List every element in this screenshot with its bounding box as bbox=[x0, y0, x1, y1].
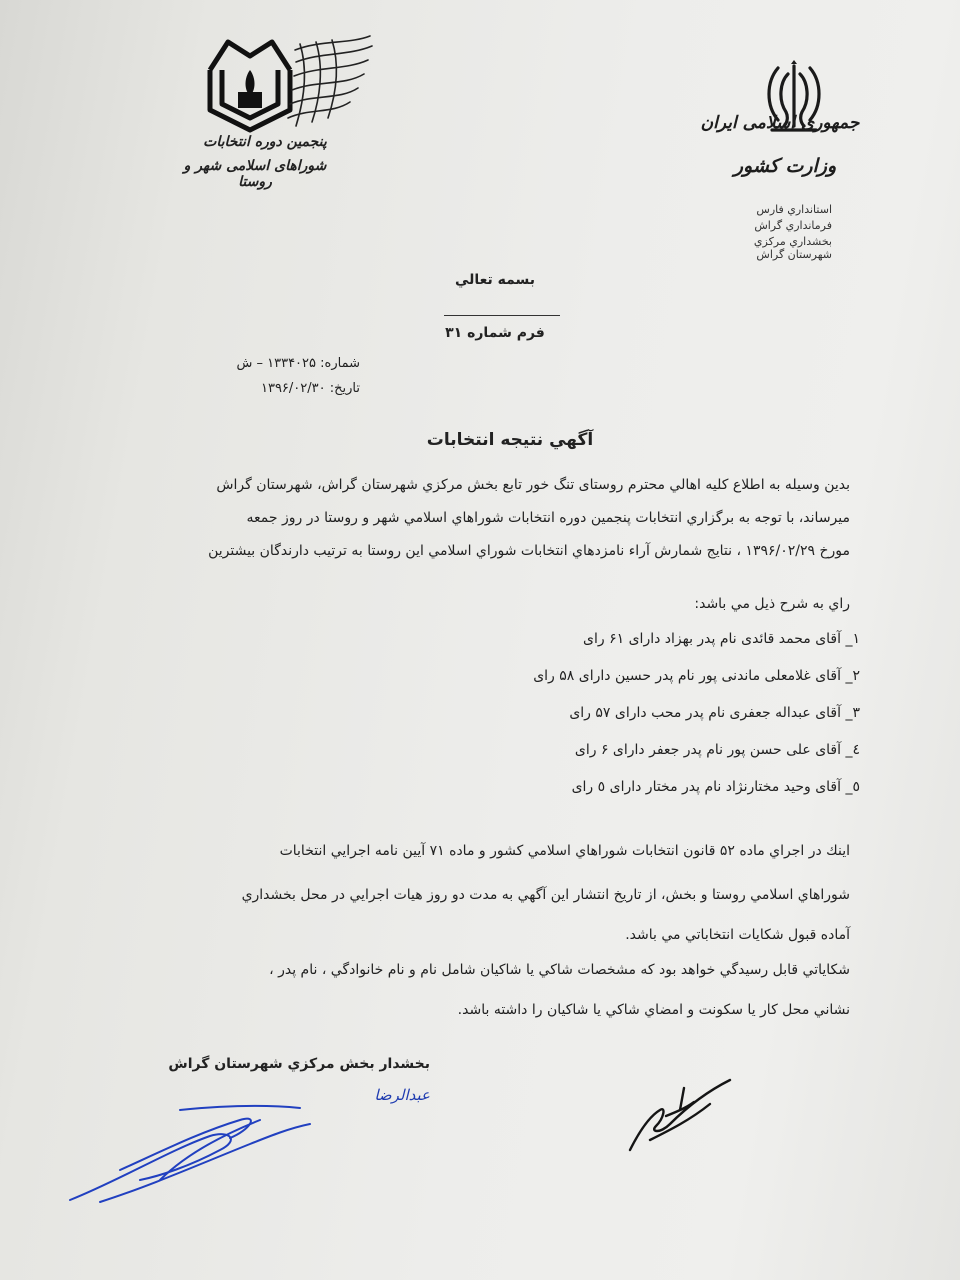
letter-date: تاریخ: ۱۳۹۶/۰۲/۳۰ bbox=[260, 381, 360, 396]
republic-title: جمهوری اسلامی ایران bbox=[700, 113, 860, 133]
signature-script: عبدالرضا bbox=[374, 1086, 430, 1104]
office-line: فرمانداري گراش bbox=[754, 219, 832, 232]
signer-title: بخشدار بخش مركزي شهرستان گراش bbox=[168, 1056, 430, 1072]
bismillah: بسمه تعالي bbox=[454, 272, 536, 288]
election-logo-icon bbox=[200, 30, 380, 150]
election-councils-title: شوراهای اسلامی شهر و روستا bbox=[183, 158, 327, 190]
paragraph-line: بدین وسیله به اطلاع كليه اهالي محترم روستای تنگ خور تابع بخش مركزي شهرستان گراش، شهرستان گراش bbox=[216, 477, 850, 493]
result-item: ۱_ آقای محمد قائدی نام پدر بهزاد دارای ۶۱ رای bbox=[583, 631, 860, 647]
office-line: بخشداري مركزي bbox=[753, 235, 832, 248]
letter-number: شماره: ۱۳۳۴۰۲۵ – ش bbox=[236, 356, 360, 371]
paragraph-line: ميرساند، با توجه به برگزاري انتخابات پنجمين دوره انتخابات شوراهاي اسلامي شهر و روستا در روز جمعه bbox=[246, 510, 850, 526]
paragraph-line: شكاياتي قابل رسيدگي خواهد بود كه مشخصات شاكي يا شاكيان شامل نام و نام خانوادگي ، نام پدر ، bbox=[269, 962, 850, 978]
paragraph-line: مورخ ۱۳۹۶/۰۲/۲۹ ، نتايج شمارش آراء نامزدهاي انتخابات شوراي اسلامي اين روستا به ترتيب دارندگان بيشترين bbox=[208, 543, 850, 559]
office-line: استانداري فارس bbox=[756, 203, 832, 216]
divider-line bbox=[444, 315, 560, 316]
paragraph-line: نشاني محل كار يا سكونت و امضاي شاكي يا شاكيان را داشته باشد. bbox=[457, 1002, 850, 1018]
result-item: ۲_ آقای غلامعلی ماندنی پور نام پدر حسین دارای ۵۸ رای bbox=[533, 668, 860, 684]
paragraph-line: راي به شرح ذيل مي باشد: bbox=[694, 596, 850, 612]
signature-black-icon bbox=[620, 1060, 750, 1160]
form-number: فرم شماره ۳۱ bbox=[445, 325, 545, 341]
election-period-title: پنجمین دوره انتخابات bbox=[203, 134, 327, 150]
result-item: ۳_ آقای عبداله جعفری نام پدر محب دارای ۵۷ رای bbox=[569, 705, 860, 721]
paragraph-line: آماده قبول شكايات انتخاباتي مي باشد. bbox=[625, 927, 850, 943]
ministry-title: وزارت کشور bbox=[733, 155, 837, 177]
office-line: شهرستان گراش bbox=[756, 248, 832, 261]
paragraph-line: اينك در اجراي ماده ۵۲ قانون انتخابات شوراهاي اسلامي كشور و ماده ۷۱ آيين نامه اجرايي انتخابات bbox=[279, 843, 850, 859]
paragraph-line: شوراهاي اسلامي روستا و بخش، از تاريخ انتشار اين آگهي به مدت دو روز هيات اجرايي در محل بخشداري bbox=[241, 887, 850, 903]
result-item: ٤_ آقای علی حسن پور نام پدر جعفر دارای ۶ رای bbox=[574, 742, 860, 758]
notice-heading: آگهي نتيجه انتخابات bbox=[426, 430, 594, 450]
result-item: ٥_ آقای وحید مختارنژاد نام پدر مختار دارای ٥ رای bbox=[571, 779, 860, 795]
